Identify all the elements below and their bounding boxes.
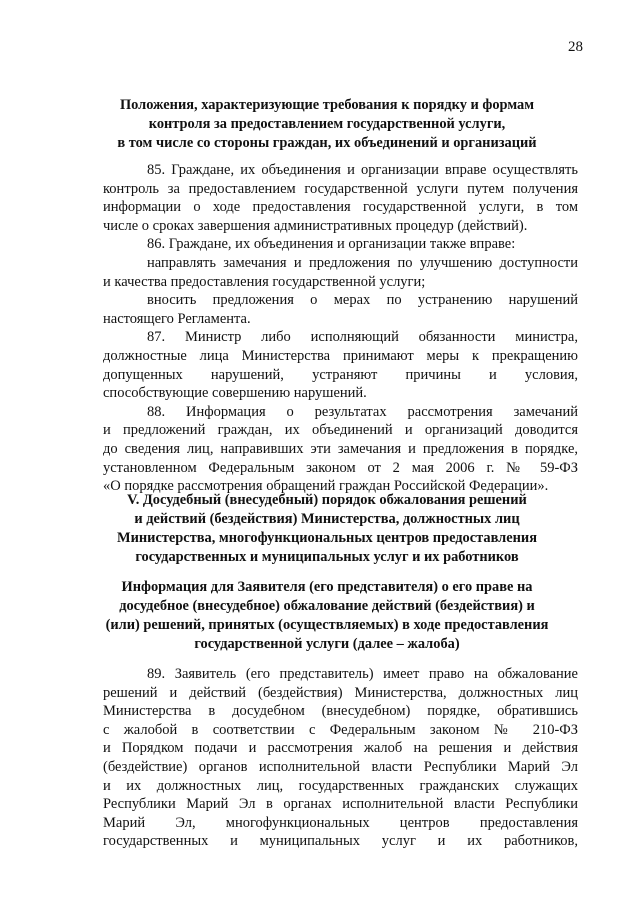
text-line: государственных и муниципальных услуг и их работников, (103, 833, 578, 850)
text-line: установленном Федеральным законом от 2 мая 2006 г. № 59-ФЗ (103, 459, 578, 476)
text-line: 88. Информация о результатах рассмотрения замечаний (147, 403, 578, 420)
text-line: с жалобой в соответствии с Федеральным законом № 210-ФЗ (103, 721, 578, 738)
heading-line: государственной услуги (далее – жалоба) (194, 636, 460, 652)
text-line: направлять замечания и предложения по улучшению доступности (147, 254, 578, 271)
text-line: способствующие совершению нарушений. (103, 385, 367, 402)
text-line: Республики Марий Эл в органах исполнительной власти Республики (103, 796, 578, 813)
text-line: допущенных нарушений, устраняют причины и условия, (103, 366, 578, 383)
heading-line: Информация для Заявителя (его представителя) о его праве на (121, 579, 533, 595)
section-heading-control (84, 96, 570, 153)
text-line: числе о сроках завершения административных процедур (действий). (103, 217, 528, 234)
text-line: вносить предложения о мерах по устранению нарушений (147, 292, 578, 309)
paragraphs-control (103, 161, 578, 496)
subsection-heading-info (84, 578, 570, 654)
text-line: и их должностных лиц, государственных гражданских служащих (103, 777, 578, 794)
text-line: 87. Министр либо исполняющий обязанности министра, (147, 329, 578, 346)
text-line: до сведения лиц, направивших эти замечания и предложения в порядке, (103, 440, 578, 457)
heading-line: досудебное (внесудебное) обжалование действий (бездействия) и (119, 598, 535, 614)
heading-line: (или) решений, принятых (осуществляемых) в ходе предоставления (105, 617, 549, 633)
heading-line: Министерства, многофункциональных центров предоставления (117, 530, 537, 546)
text-line: и качества предоставления государственной услуги; (103, 273, 426, 290)
section-heading-appeal (84, 491, 570, 567)
text-line: 86. Граждане, их объединения и организации также вправе: (147, 236, 516, 253)
heading-line: государственных и муниципальных услуг и их работников (135, 549, 519, 565)
page-number: 28 (568, 39, 583, 55)
heading-line: и действий (бездействия) Министерства, должностных лиц (134, 511, 520, 527)
text-line: должностные лица Министерства принимают меры к прекращению (103, 347, 578, 364)
heading-line: в том числе со стороны граждан, их объединений и организаций (117, 135, 537, 151)
heading-line: Положения, характеризующие требования к порядку и формам (119, 97, 535, 113)
text-line: «О порядке рассмотрения обращений граждан Российской Федерации». (103, 478, 549, 495)
text-line: решений и действий (бездействия) Министерства, должностных лиц (103, 684, 578, 701)
text-line: и Порядком подачи и рассмотрения жалоб на решения и действия (103, 740, 578, 757)
text-line: информации о ходе предоставления государственной услуги, в том (103, 199, 578, 216)
paragraphs-appeal (103, 665, 578, 851)
heading-line: V. Досудебный (внесудебный) порядок обжалования решений (127, 492, 527, 508)
text-line: Марий Эл, многофункциональных центров предоставления (103, 814, 578, 831)
text-line: 85. Граждане, их объединения и организации вправе осуществлять (147, 162, 578, 178)
text-line: контроль за предоставлением государственной услуги путем получения (103, 180, 578, 197)
text-line: Министерства в досудебном (внесудебном) порядке, обратившись (103, 703, 578, 720)
text-line: 89. Заявитель (его представитель) имеет право на обжалование (147, 666, 578, 682)
text-line: настоящего Регламента. (103, 310, 251, 327)
text-line: и предложений граждан, их объединений и организаций доводится (103, 422, 578, 439)
heading-line: контроля за предоставлением государственной услуги, (148, 116, 506, 132)
text-line: (бездействие) органов исполнительной власти Республики Марий Эл (103, 758, 578, 775)
